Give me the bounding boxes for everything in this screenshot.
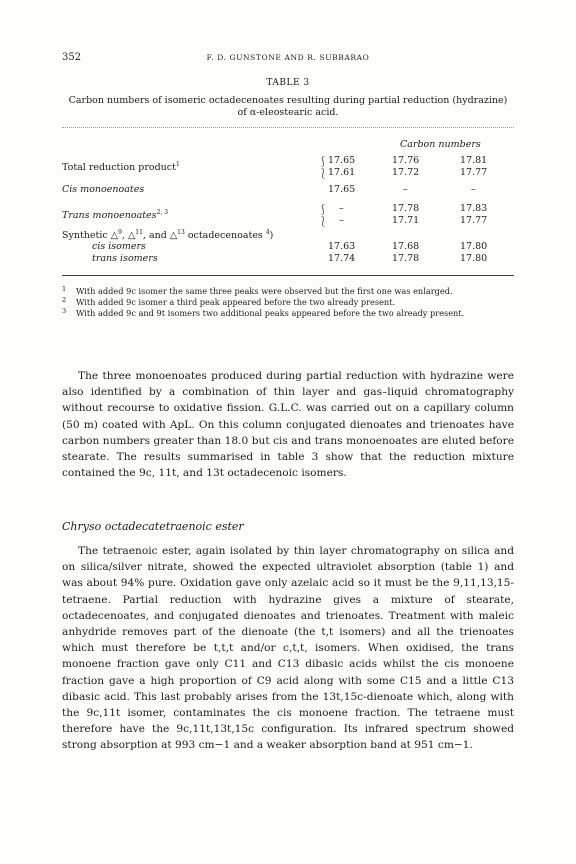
cell-total-r1-c2: 17.76 [392,155,420,166]
footnote-2 [62,297,514,308]
cell-cis-c1: 17.65 [328,184,356,195]
cell-total-r2-c3: 17.77 [460,167,488,178]
brace-upper: ⎰ [318,157,328,168]
column-group-header: Carbon numbers [400,139,481,150]
cell-cis-c2: – [403,184,408,195]
data-table [62,0,514,280]
row-label-trans: Trans monoenoates$^{2, 3}$ [62,209,169,222]
body-paragraph-2: The tetraenoic ester, again isolated by thin layer chromatography on silica and on silica/silver nitrate, showed the expected ultraviolet absorption (table 1) and was about 94% pure. Oxidation gave only azelaic acid so it must be the 9,11,13,15-tetraene. Partial reduction with hydrazine gives a mixture of stearate, octadecenoates, and conjugated dienoates and trienoates. Treatment with maleic anhydride removes part of the dienoate (the t,t isomers) and all the trienoates which must therefore be t,t,t and/or c,t,t, isomers. When oxidised, the trans monoene fraction gave only C11 and C13 dibasic acids whilst the cis monoene fraction gave a high proportion of C9 acid along with some C15 and a little C13 dibasic acid. This last probably arises from the 13t,15c-dienoate which, along with the 9c,11t isomer, contaminates the cis monoene fraction. The tetraene must therefore have the 9c,11t,13t,15c configuration. Its infrared spectrum showed strong absorption at 993 cm−1 and a weaker absorption band at 951 cm−1. [62,545,514,752]
cell-cis-isomers-c3: 17.80 [460,241,488,252]
body-paragraph-1: The three monoenoates produced during partial reduction with hydrazine were also identified by a combination of thin layer and gas–liquid chromatography without recourse to oxidative fission. G.L.C. was carried out on a capillary column (50 m) coated with ApL. On this column conjugated dienoates and trienoates have carbon numbers greater than 18.0 but cis and trans monoenoates are eluted before stearate. The results summarised in table 3 show that the reduction mixture contained the 9c, 11t, and 13t octadecenoic isomers. [62,370,514,480]
cell-trans-r2-c1: – [339,215,344,226]
brace-lower: ⎱ [318,217,328,228]
footnote-1-mark: 1 [62,285,67,293]
footnote-3-mark: 3 [62,307,67,315]
row-label-cis: Cis monoenoates [62,184,145,195]
row-label-total: Total reduction product$^1$ [62,161,180,174]
running-head-authors: F. D. GUNSTONE AND R. SUBBARAO [206,53,370,62]
footnote-1 [62,286,514,297]
cell-cis-c3: – [471,184,476,195]
table-caption-line-2: of α-eleostearic acid. [237,107,339,118]
table-footnotes [62,286,514,319]
row-label-synthetic: Synthetic △$^9$, △$^{11}$, and △$^{13}$ octadecenoates $^4$) [62,229,274,242]
cell-total-r1-c3: 17.81 [460,155,488,166]
brace-lower: ⎱ [318,169,328,180]
table-label: TABLE 3 [266,78,310,88]
cell-total-r2-c1: 17.61 [328,167,356,178]
cell-trans-r2-c2: 17.71 [392,215,420,226]
footnote-3 [62,308,514,319]
cell-cis-isomers-c1: 17.63 [328,241,356,252]
cell-total-r2-c2: 17.72 [392,167,420,178]
cell-trans-isomers-c3: 17.80 [460,253,488,264]
row-label-cis-isomers: cis isomers [92,241,146,252]
section-heading: Chryso octadecatetraenoic ester [62,520,244,533]
cell-trans-r1-c1: – [339,203,344,214]
cell-total-r1-c1: 17.65 [328,155,356,166]
cell-trans-isomers-c2: 17.78 [392,253,420,264]
cell-trans-r1-c3: 17.83 [460,203,488,214]
footnote-3-text: With added 9c and 9t isomers two additional peaks appeared before the two already present. [76,308,465,318]
row-label-trans-isomers: trans isomers [92,253,158,264]
cell-cis-isomers-c2: 17.68 [392,241,420,252]
brace-upper: ⎰ [318,205,328,216]
footnote-1-text: With added 9c isomer the same three peaks were observed but the first one was enlarged. [76,286,453,296]
cell-trans-isomers-c1: 17.74 [328,253,356,264]
cell-trans-r1-c2: 17.78 [392,203,420,214]
footnote-2-text: With added 9c isomer a third peak appeared before the two already present. [76,297,396,307]
table-bottom-rule [62,275,514,276]
footnote-2-mark: 2 [62,296,67,304]
page-number: 352 [62,52,82,63]
cell-trans-r2-c3: 17.77 [460,215,488,226]
table-caption-line-1: Carbon numbers of isomeric octadecenoates resulting during partial reduction (hydrazine) [68,95,508,106]
